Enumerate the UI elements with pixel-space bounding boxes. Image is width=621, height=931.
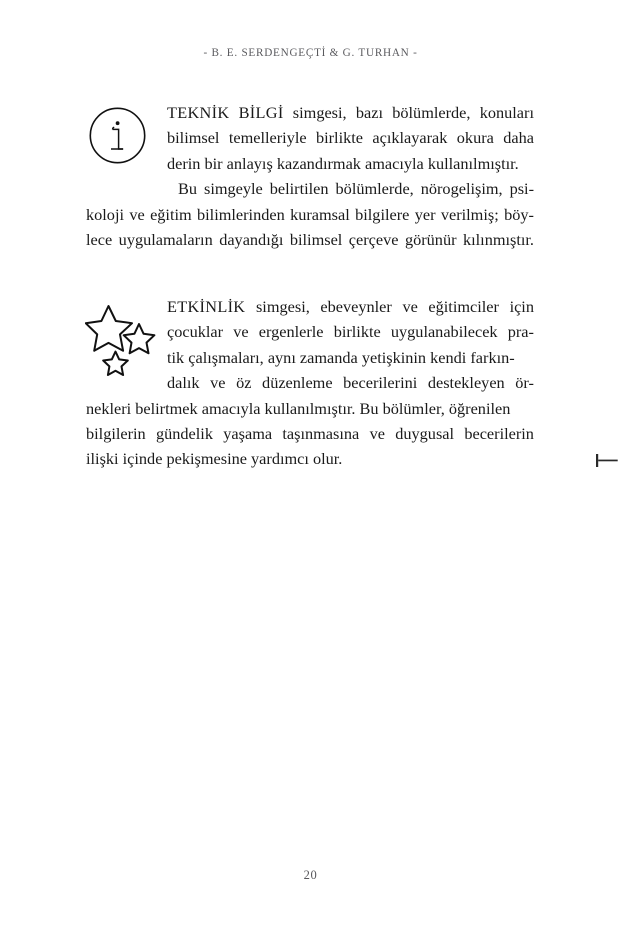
paragraph-technical-info — [86, 100, 534, 252]
word: daha — [503, 128, 534, 148]
word: lece — [86, 229, 113, 249]
word: bölümlerde, — [335, 179, 414, 199]
word: bilgilerin — [86, 423, 146, 443]
word: pra- — [507, 322, 534, 342]
word: yaşama — [223, 423, 273, 443]
text-line — [167, 319, 534, 344]
word: bölümlerde, — [392, 103, 471, 122]
word: eğitimciler — [428, 297, 499, 316]
word: bazı — [355, 103, 383, 122]
word: eğitim — [150, 204, 192, 224]
word: dayandığı — [219, 229, 284, 249]
word: açıklayarak — [372, 128, 448, 148]
word: bilimsel — [167, 128, 220, 148]
word: çerçeve — [348, 229, 399, 249]
word: ve — [210, 373, 226, 393]
word: nörogelişim, — [420, 179, 503, 199]
word: öz — [236, 373, 252, 393]
word: birlikte — [333, 322, 381, 342]
word: ve — [369, 423, 385, 443]
word: görünür — [404, 229, 457, 249]
text-line — [86, 446, 534, 471]
text-line — [86, 421, 534, 446]
word: ergenlerle — [258, 322, 324, 342]
word: temelleriyle — [228, 128, 307, 148]
word: ve — [129, 204, 145, 224]
word: böy- — [504, 204, 534, 224]
running-header: - B. E. SERDENGEÇTİ & G. TURHAN - — [203, 47, 418, 59]
word: ETKİNLİK — [167, 297, 246, 316]
text-line — [167, 294, 534, 319]
word: duygusal — [395, 423, 455, 443]
paragraph-activity — [86, 294, 534, 472]
word: psi- — [509, 179, 534, 199]
text-line — [86, 202, 534, 227]
word: uygulanabilecek — [390, 322, 498, 342]
word: ebeveynler — [320, 297, 392, 316]
trim-mark — [596, 452, 618, 470]
word: becerilerin — [464, 423, 534, 443]
word: becerilerini — [343, 373, 418, 393]
word: konuları — [479, 103, 534, 122]
text-line — [167, 345, 534, 370]
word: derin bir anlayış kazandırmak amacıyla kullanılmıştır. — [167, 153, 519, 173]
text-line — [167, 370, 534, 395]
text-line — [86, 227, 534, 252]
text-line — [167, 176, 534, 201]
word: nekleri belirtmek amacıyla kullanılmıştır. Bu bölümler, öğrenilen — [86, 398, 511, 418]
word: uygulamaların — [118, 229, 213, 249]
word: simgeyle — [204, 179, 263, 199]
word: belirtilen — [269, 179, 329, 199]
text-line — [167, 125, 534, 150]
word: ve — [402, 297, 418, 316]
word: gündelik — [155, 423, 213, 443]
word: bilimlerinden — [197, 204, 285, 224]
word: verilmiş; — [440, 204, 499, 224]
word: simgesi, — [255, 297, 310, 316]
word: kılınmıştır. — [462, 229, 534, 249]
word: çocuklar — [167, 322, 224, 342]
word: yer — [414, 204, 436, 224]
word: dalık — [167, 373, 200, 393]
word: ör- — [515, 373, 534, 393]
word: taşınmasına — [282, 423, 360, 443]
word: kuramsal — [290, 204, 350, 224]
word: birlikte — [315, 128, 363, 148]
word: TEKNİK — [167, 103, 230, 122]
word: Bu — [178, 179, 198, 199]
word: tik çalışmaları, aynı zamanda yetişkinin kendi farkın- — [167, 347, 515, 367]
word: için — [509, 297, 534, 316]
text-line — [167, 151, 534, 176]
word: düzenleme — [262, 373, 333, 393]
word: okura — [456, 128, 494, 148]
word: bilgilere — [355, 204, 410, 224]
word: ilişki içinde pekişmesine yardımcı olur. — [86, 449, 343, 469]
word: ve — [233, 322, 249, 342]
word: koloji — [86, 204, 124, 224]
page-number: 20 — [303, 868, 318, 882]
text-line — [86, 396, 534, 421]
word: bilimsel — [289, 229, 343, 249]
word: simgesi, — [292, 103, 347, 122]
word: destekleyen — [427, 373, 505, 393]
word: BİLGİ — [238, 103, 284, 122]
text-line — [167, 100, 534, 125]
